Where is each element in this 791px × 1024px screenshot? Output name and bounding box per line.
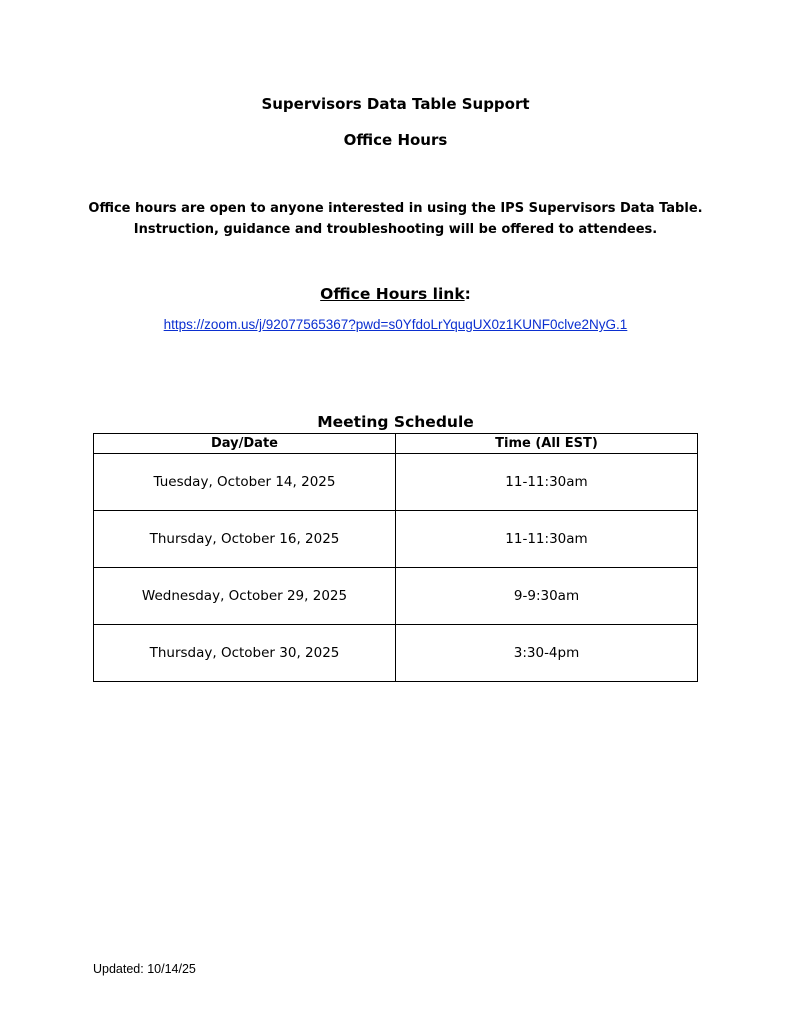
link-heading [0,285,791,303]
cell-time: 3:30-4pm [396,625,698,682]
column-header-time: Time (All EST) [396,434,698,454]
schedule-heading: Meeting Schedule [317,413,474,431]
link-heading-colon: : [464,285,471,303]
table-row [94,511,698,568]
intro-line-1: Office hours are open to anyone interested in using the IPS Supervisors Data Table. [88,201,703,216]
cell-time: 11-11:30am [396,454,698,511]
meeting-schedule-table [93,433,698,682]
cell-time: 9-9:30am [396,568,698,625]
cell-date: Thursday, October 16, 2025 [94,511,396,568]
column-header-day-date: Day/Date [94,434,396,454]
cell-time: 11-11:30am [396,511,698,568]
zoom-meeting-link[interactable]: https://zoom.us/j/92077565367?pwd=s0YfdoLrYqugUX0z1KUNF0clve2NyG.1 [163,317,628,332]
cell-date: Thursday, October 30, 2025 [94,625,396,682]
updated-footer: Updated: 10/14/25 [93,962,196,976]
table-row [94,454,698,511]
document-subtitle: Office Hours [343,131,448,149]
document-title: Supervisors Data Table Support [261,95,530,113]
intro-line-2: Instruction, guidance and troubleshooting will be offered to attendees. [133,222,658,237]
cell-date: Wednesday, October 29, 2025 [94,568,396,625]
table-header-row [94,434,698,454]
table-row [94,568,698,625]
cell-date: Tuesday, October 14, 2025 [94,454,396,511]
table-row [94,625,698,682]
link-heading-label: Office Hours link [320,285,465,303]
